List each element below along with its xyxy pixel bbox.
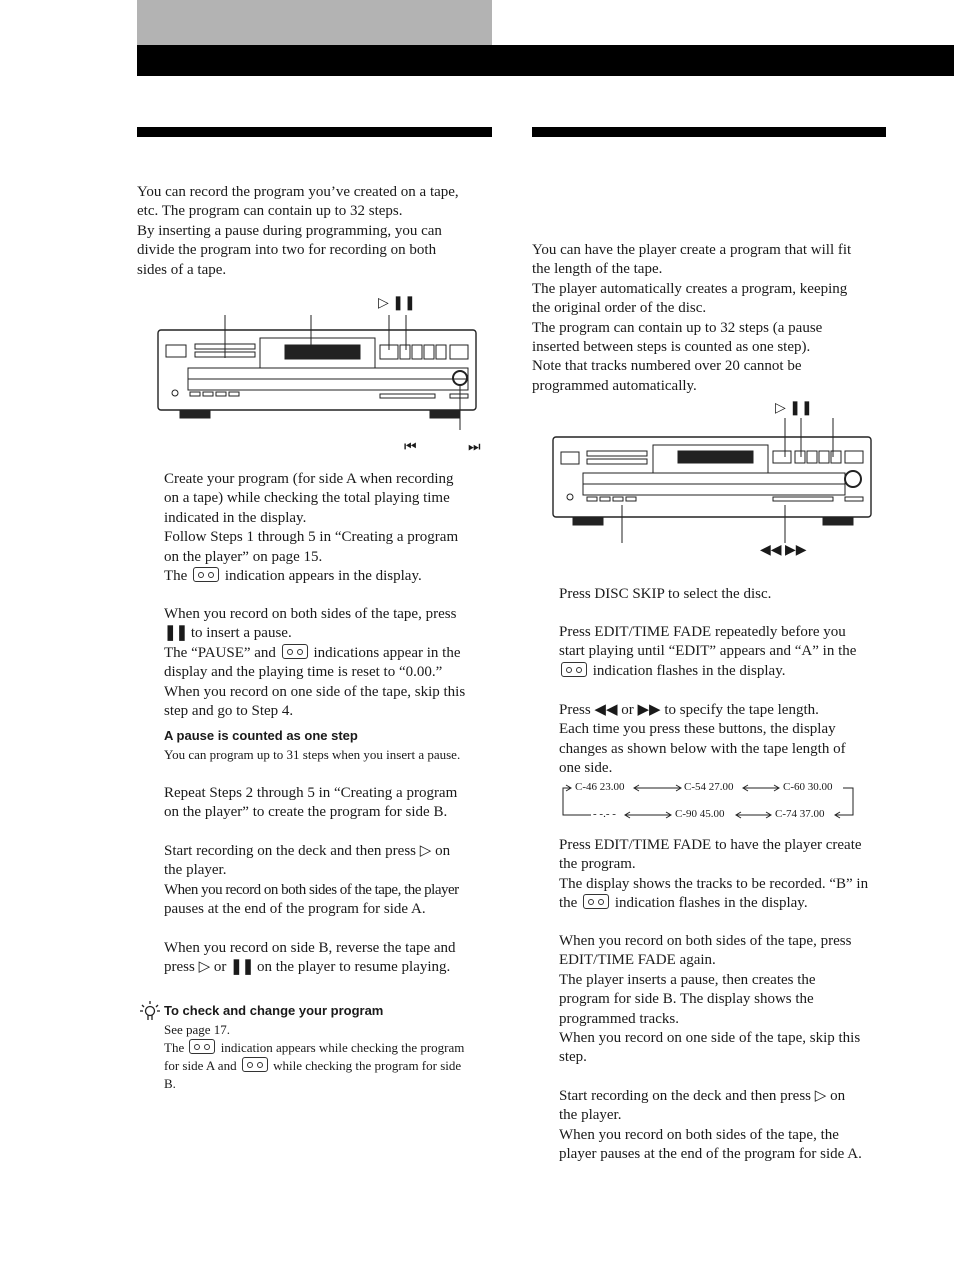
step-text: player pauses at the end of the program for side A.: [559, 1146, 862, 1163]
step-text: Repeat Steps 2 through 5 in “Creating a program: [164, 785, 458, 801]
step-text-fragment: or: [621, 702, 634, 718]
right-figure-play-pause-label: ▷ ❚❚: [775, 401, 813, 416]
hint-text-fragment: indication appears while checking the program: [220, 1040, 465, 1055]
hint-text-fragment: The: [164, 1040, 185, 1055]
step-text: When you record on one side of the tape, skip this: [559, 1030, 861, 1047]
step-text: indicated in the display.: [164, 509, 307, 526]
step-text: [164, 842, 504, 861]
left-intro-line: You can record the program you’ve created on a tape,: [137, 184, 459, 200]
left-intro: [137, 183, 497, 280]
step-text: the player.: [164, 862, 227, 879]
right-intro-line: Note that tracks numbered over 20 cannot be: [532, 358, 802, 375]
fast-forward-icon: ▶▶: [637, 702, 661, 718]
step-text: Press DISC SKIP to select the disc.: [559, 586, 772, 602]
right-intro-line: programmed automatically.: [532, 377, 697, 394]
step-text-fragment: to insert a pause.: [190, 625, 292, 642]
tape-indicator-icon: [282, 644, 308, 659]
right-step-4: [559, 836, 899, 914]
right-step-1: [559, 585, 899, 604]
right-step-6: [559, 1087, 899, 1165]
tape-length-blank: - -.- -: [593, 808, 616, 820]
cd-player-illustration-right: [545, 415, 885, 545]
tape-length-c60: C-60 30.00: [783, 781, 833, 793]
left-intro-line: divide the program into two for recording on both: [137, 242, 437, 259]
step-text: [164, 958, 504, 977]
tape-indicator-icon: [242, 1057, 268, 1072]
step-text: When you record on both sides of the tape, press: [164, 606, 457, 622]
tape-indicator-icon: [561, 662, 587, 677]
right-step-3: [559, 701, 899, 779]
play-icon: ▷: [198, 959, 211, 976]
step-text: [559, 894, 899, 913]
step-text: [164, 624, 504, 643]
left-step-4: [164, 842, 504, 920]
step-text: the program.: [559, 856, 636, 873]
hint-text-fragment: while checking the program for side: [273, 1058, 462, 1073]
step-text-fragment: indications appear in the: [313, 644, 461, 661]
tape-indicator-icon: [583, 894, 609, 909]
right-intro-line: inserted between steps is counted as one step).: [532, 339, 811, 356]
step-text: [164, 567, 504, 586]
step-text: When you record on both sides of the tape, the: [559, 1126, 839, 1143]
step-text: Follow Steps 1 through 5 in “Creating a program: [164, 529, 459, 546]
step-text: EDIT/TIME FADE again.: [559, 952, 716, 969]
step-text-fragment: Start recording on the deck and then press: [164, 843, 417, 859]
step-text: [164, 644, 504, 663]
left-step-1: [164, 470, 504, 586]
step-text: display and the playing time is reset to “0.00.”: [164, 664, 443, 681]
right-section-rule: [532, 127, 886, 137]
step-text: The display shows the tracks to be recorded. “B” in: [559, 875, 869, 892]
hint-text: See page 17.: [164, 1022, 231, 1037]
step-text: one side.: [559, 760, 613, 777]
hint-title: To check and change your program: [164, 1003, 384, 1018]
step-text: Press EDIT/TIME FADE to have the player create: [559, 837, 862, 853]
cd-player-illustration-left: [150, 310, 495, 430]
left-intro-line: sides of a tape.: [137, 261, 227, 278]
play-icon: ▷: [814, 1088, 827, 1104]
tape-indicator-icon: [189, 1039, 215, 1054]
right-intro-line: The program can contain up to 32 steps (a pause: [532, 319, 823, 336]
step-text-fragment: indication flashes in the display.: [592, 662, 786, 679]
pause-icon: ❚❚: [164, 625, 188, 642]
hint-text: [164, 1057, 504, 1075]
step-text: The player inserts a pause, then creates the: [559, 971, 816, 988]
step-text: programmed tracks.: [559, 1010, 679, 1027]
step-text: [559, 1087, 899, 1106]
left-intro-line: etc. The program can contain up to 32 steps.: [137, 203, 403, 220]
header-grey-tab: [137, 0, 492, 45]
step-text: Press EDIT/TIME FADE repeatedly before you: [559, 624, 846, 640]
left-step-5: [164, 939, 504, 978]
hint-text: B.: [164, 1076, 176, 1091]
tape-length-c54: C-54 27.00: [684, 781, 734, 793]
right-intro-line: The player automatically creates a program, keeping: [532, 280, 848, 297]
step-text: [559, 701, 899, 720]
step-text-fragment: the: [559, 895, 578, 912]
step-text-fragment: press: [164, 959, 195, 976]
step-text-fragment: The: [164, 568, 188, 585]
header-black-bar: [137, 45, 954, 76]
step-text-fragment: indication appears in the display.: [224, 568, 422, 585]
step-text: pauses at the end of the program for side A.: [164, 901, 426, 918]
step-text: When you record on one side of the tape, skip this: [164, 683, 466, 700]
note-title: A pause is counted as one step: [164, 728, 358, 743]
step-text: step.: [559, 1049, 587, 1066]
rew-ff-label: ◀◀ ▶▶: [760, 543, 807, 558]
step-text: on the player” on page 15.: [164, 548, 323, 565]
step-text-fragment: indication flashes in the display.: [614, 895, 808, 912]
hint-lightbulb-icon: [139, 1000, 161, 1022]
step-text: on the player” to create the program for side B.: [164, 804, 448, 821]
step-text: start playing until “EDIT” appears and “A” in the: [559, 643, 857, 660]
step-text: changes as shown below with the tape length of: [559, 740, 846, 757]
note-text: You can program up to 31 steps when you insert a pause.: [164, 747, 461, 762]
next-track-label: ⏭: [468, 440, 481, 455]
play-icon: ▷: [419, 843, 432, 859]
step-text: on a tape) while checking the total playing time: [164, 490, 450, 507]
step-text: program for side B. The display shows the: [559, 991, 814, 1008]
right-intro-line: the original order of the disc.: [532, 300, 707, 317]
step-text-fragment: on: [435, 843, 451, 859]
step-text: Create your program (for side A when recording: [164, 471, 454, 487]
pause-icon: ❚❚: [230, 959, 254, 976]
left-step-2: [164, 605, 504, 721]
hint-body: [164, 1021, 504, 1093]
step-text-fragment: or: [213, 959, 227, 976]
left-intro-line: By inserting a pause during programming, you can: [137, 222, 442, 239]
step-text: [559, 662, 899, 681]
step-text: the player.: [559, 1107, 622, 1124]
hint-text-fragment: for side A and: [164, 1058, 237, 1073]
step-text-fragment: Start recording on the deck and then press: [559, 1088, 812, 1104]
step-text-fragment: on: [830, 1088, 846, 1104]
right-step-2: [559, 623, 899, 681]
step-text-fragment: The “PAUSE” and: [164, 644, 276, 661]
step-text: Each time you press these buttons, the display: [559, 721, 836, 738]
tape-indicator-icon: [193, 567, 219, 582]
step-text: When you record on side B, reverse the tape and: [164, 940, 456, 956]
right-intro-line: the length of the tape.: [532, 261, 663, 278]
prev-track-label: ⏮: [404, 440, 417, 455]
step-text: step and go to Step 4.: [164, 703, 294, 720]
tape-length-c74: C-74 37.00: [775, 808, 825, 820]
hint-text: [164, 1039, 504, 1057]
step-text-fragment: to specify the tape length.: [664, 702, 819, 718]
tape-length-c46: C-46 23.00: [575, 781, 625, 793]
left-step-3: [164, 784, 504, 823]
step-text: When you record on both sides of the tape, the player: [164, 881, 459, 898]
step-text: When you record on both sides of the tape, press: [559, 933, 852, 949]
tape-length-c90: C-90 45.00: [675, 808, 725, 820]
rewind-icon: ◀◀: [594, 702, 618, 718]
header-notch: [886, 76, 954, 80]
right-step-5: [559, 932, 899, 1068]
step-text-fragment: on the player to resume playing.: [257, 959, 451, 976]
right-intro: [532, 241, 892, 396]
step-text-fragment: Press: [559, 702, 591, 718]
left-section-rule: [137, 127, 492, 137]
right-intro-line: You can have the player create a program that will fit: [532, 242, 852, 258]
left-figure-play-pause-label: ▷ ❚❚: [378, 296, 416, 311]
